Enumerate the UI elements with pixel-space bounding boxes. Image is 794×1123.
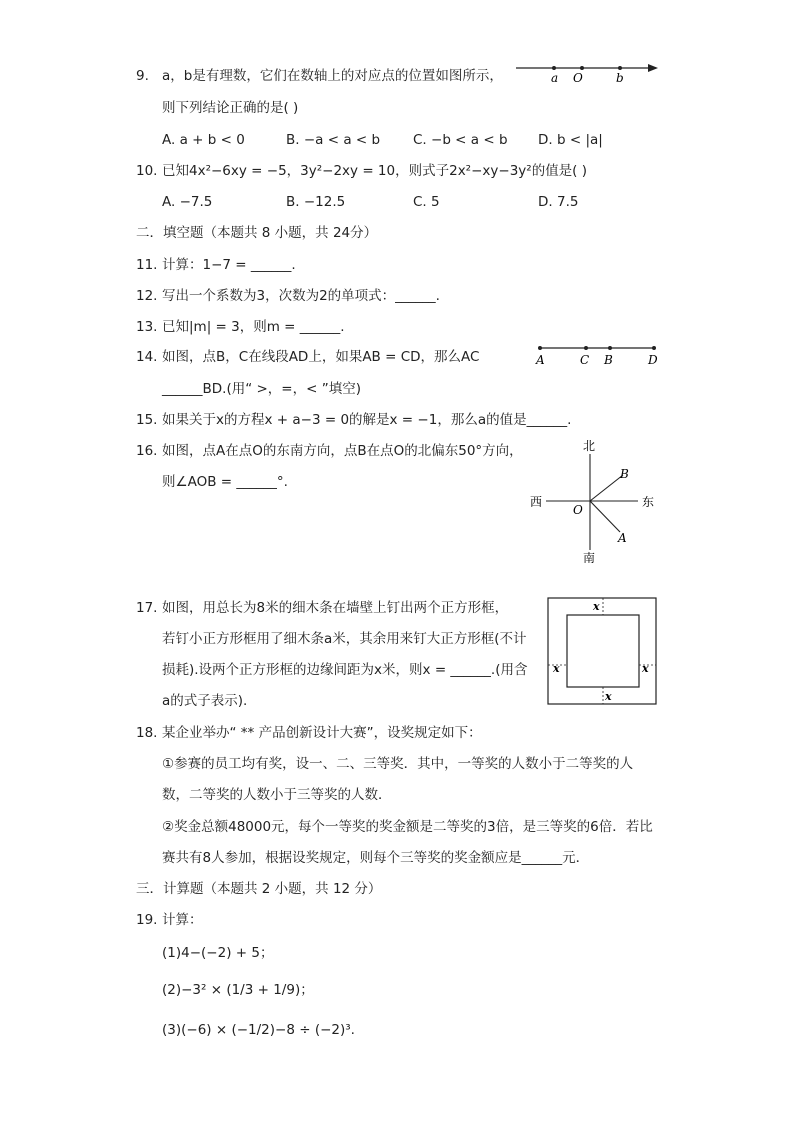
section-heading-2: 二．填空题（本题共 8 小题，共 24分） — [136, 225, 378, 241]
question-11 — [136, 255, 296, 275]
question-number: 13. — [136, 319, 158, 335]
label-c: C — [580, 353, 590, 367]
question-number: 12. — [136, 288, 158, 304]
sub-question-1: (1)4−(−2) + 5； — [162, 945, 274, 961]
question-number: 17. — [136, 600, 158, 616]
question-number: 11. — [136, 257, 158, 273]
sub-question-3: (3)(−6) × (−1/2)−8 ÷ (−2)³. — [162, 1022, 355, 1038]
label-x-bottom: x — [605, 690, 612, 703]
question-text: 如图，用总长为8米的细木条在墙壁上钉出两个正方形框， — [162, 600, 509, 616]
question-16-line2: 则∠AOB = ______°. — [162, 474, 288, 490]
question-text: 计算：1−7 = ______. — [162, 257, 296, 273]
label-a: A — [618, 531, 627, 545]
label-x-left: x — [553, 662, 560, 675]
question-number: 19. — [136, 912, 158, 928]
option-d: D. b < |a| — [538, 132, 603, 148]
question-17-line3: 损耗).设两个正方形框的边缘间距为x米，则x = ______.(用含 — [162, 662, 528, 678]
nested-squares-figure — [546, 596, 660, 708]
question-number: 14. — [136, 349, 158, 365]
number-line-figure — [510, 58, 670, 88]
question-18-line4: ②奖金总额48000元，每个一等奖的奖金额是二等奖的3倍，是三等奖的6倍．若比 — [162, 819, 653, 835]
question-18-line2: ①参赛的员工均有奖，设一、二、三等奖．其中，一等奖的人数小于二等奖的人 — [162, 756, 634, 772]
question-9-line2: 则下列结论正确的是( ) — [162, 100, 299, 116]
question-number: 18. — [136, 725, 158, 741]
label-b: B — [604, 353, 613, 367]
label-a: A — [536, 353, 545, 367]
question-number: 16. — [136, 443, 158, 459]
question-16 — [136, 441, 523, 461]
label-east: 东 — [642, 495, 655, 509]
question-text: 如图，点A在点O的东南方向，点B在点O的北偏东50°方向， — [162, 443, 523, 459]
label-d: D — [648, 353, 658, 367]
question-number: 15. — [136, 412, 158, 428]
question-9 — [136, 66, 503, 86]
question-19 — [136, 910, 203, 930]
label-x-top: x — [593, 600, 600, 613]
question-text: 已知|m| = 3，则m = ______. — [162, 319, 345, 335]
question-text: 某企业举办“ ** 产品创新设计大赛”，设奖规定如下： — [162, 725, 482, 741]
option-d: D. 7.5 — [538, 194, 579, 210]
question-14 — [136, 347, 479, 367]
section-heading-3: 三．计算题（本题共 2 小题，共 12 分） — [136, 881, 382, 897]
question-text: 写出一个系数为3，次数为2的单项式：______. — [162, 288, 440, 304]
question-14-line2: ______BD.(用“ >，=，< ”填空) — [162, 381, 361, 397]
label-o: O — [573, 503, 583, 517]
question-text: a，b是有理数，它们在数轴上的对应点的位置如图所示， — [162, 68, 503, 84]
sub-question-2: (2)−3² × (1/3 + 1/9)； — [162, 982, 314, 998]
question-number: 9. — [136, 68, 149, 84]
question-text: 计算： — [162, 912, 203, 928]
label-o: O — [573, 71, 583, 85]
option-a: A. −7.5 — [162, 194, 213, 210]
question-18 — [136, 723, 482, 743]
question-18-line5: 赛共有8人参加，根据设奖规定，则每个三等奖的奖金额应是______元． — [162, 850, 590, 866]
question-13 — [136, 317, 345, 337]
option-b: B. −a < a < b — [286, 132, 381, 148]
segment-figure — [530, 340, 664, 370]
label-b: b — [616, 71, 624, 85]
option-b: B. −12.5 — [286, 194, 346, 210]
question-number: 10. — [136, 163, 158, 179]
question-text: 如图，点B，C在线段AD上，如果AB = CD，那么AC — [162, 349, 480, 365]
label-b: B — [620, 467, 629, 481]
question-10 — [136, 161, 587, 181]
question-18-line3: 数，二等奖的人数小于三等奖的人数． — [162, 787, 392, 803]
label-x-right: x — [642, 662, 649, 675]
label-a: a — [551, 71, 559, 85]
question-17-line4: a的式子表示). — [162, 693, 248, 709]
label-west: 西 — [530, 495, 543, 509]
question-12 — [136, 286, 440, 306]
label-north: 北 — [583, 439, 596, 453]
question-17 — [136, 598, 508, 618]
option-c: C. −b < a < b — [413, 132, 508, 148]
question-text: 如果关于x的方程x + a−3 = 0的解是x = −1，那么a的值是______. — [162, 412, 572, 428]
question-17-line2: 若钉小正方形框用了细木条a米，其余用来钉大正方形框(不计 — [162, 631, 527, 647]
question-15 — [136, 410, 571, 430]
compass-figure — [526, 434, 666, 566]
option-c: C. 5 — [413, 194, 440, 210]
option-a: A. a + b < 0 — [162, 132, 245, 148]
label-south: 南 — [583, 551, 596, 565]
question-text: 已知4x²−6xy = −5，3y²−2xy = 10，则式子2x²−xy−3y²的值是( ) — [162, 163, 588, 179]
